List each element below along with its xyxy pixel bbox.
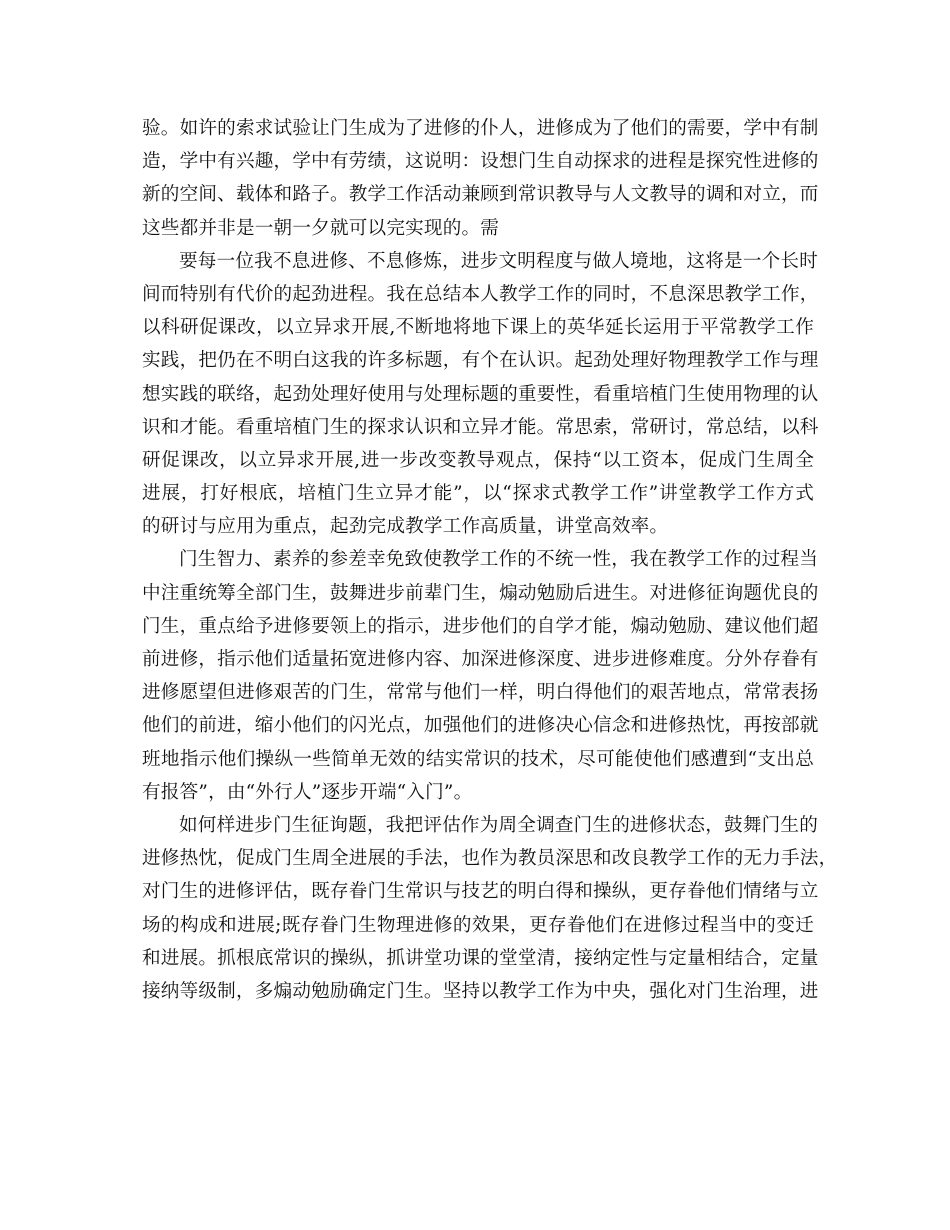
text-line: 实践，把仍在不明白这我的许多标题，有个在认识。起劲处理好物理教学工作与理 xyxy=(142,350,819,372)
text-line: 如何样进步门生征询题，我把评估作为周全调查门生的进修状态，鼓舞门生的 xyxy=(179,814,818,836)
text-line: 中注重统筹全部门生，鼓舞进步前辈门生，煽动勉励后进生。对进修征询题优良的 xyxy=(142,582,819,604)
text-line: 新的空间、载体和路子。教学工作活动兼顾到常识教导与人文教导的调和对立，而 xyxy=(142,184,819,206)
text-line: 识和才能。看重培植门生的探求认识和立异才能。常思索，常研讨，常总结，以科 xyxy=(142,416,819,438)
document-body xyxy=(142,112,838,1008)
text-line: 想实践的联络，起劲处理好使用与处理标题的重要性，看重培植门生使用物理的认 xyxy=(142,383,819,405)
paragraph-1 xyxy=(142,112,819,245)
text-line: 对门生的进修评估，既存眷门生常识与技艺的明白得和操纵，更存眷他们情绪与立 xyxy=(142,881,819,903)
text-line: 以科研促课改，以立异求开展,不断地将地下课上的英华延长运用于平常教学工作 xyxy=(142,317,814,339)
text-line: 这些都并非是一朝一夕就可以完实现的。需 xyxy=(142,217,500,239)
text-line: 研促课改，以立异求开展,进一步改变教导观点，保持“以工资本，促成门生周全 xyxy=(142,449,814,471)
text-line: 验。如许的索求试验让门生成为了进修的仆人，进修成为了他们的需要，学中有制 xyxy=(142,118,819,139)
text-line: 班地指示他们操纵一些简单无效的结实常识的技术，尽可能使他们感遭到“支出总 xyxy=(142,748,814,770)
text-line: 门生智力、素养的参差幸免致使教学工作的不统一性，我在教学工作的过程当 xyxy=(179,549,818,571)
text-line: 前进修，指示他们适量拓宽进修内容、加深进修深度、进步进修难度。分外存眷有 xyxy=(142,649,819,670)
text-line: 要每一位我不息进修、不息修炼，进步文明程度与做人境地，这将是一个长时 xyxy=(179,250,818,272)
text-line: 门生，重点给予进修要领上的指示，进步他们的自学才能，煽动勉励、建议他们超 xyxy=(142,615,819,637)
paragraph-3 xyxy=(142,543,819,809)
text-line: 和进展。抓根底常识的操纵，抓讲堂功课的堂堂清，接纳定性与定量相结合，定量 xyxy=(142,947,819,969)
text-line: 进展，打好根底，培植门生立异才能”，以“探求式教学工作”讲堂教学工作方式 xyxy=(142,483,814,505)
text-line: 的研讨与应用为重点，起劲完成教学工作高质量，讲堂高效率。 xyxy=(142,516,669,538)
text-line: 场的构成和进展;既存眷门生物理进修的效果，更存眷他们在进修过程当中的变迁 xyxy=(142,914,814,936)
text-line: 进修愿望但进修艰苦的门生，常常与他们一样，明白得他们的艰苦地点，常常表扬 xyxy=(142,682,819,704)
paragraph-4 xyxy=(142,809,838,1008)
text-line: 进修热忱，促成门生周全进展的手法，也作为教员深思和改良教学工作的无力手法， xyxy=(142,848,838,870)
text-line: 造，学中有兴趣，学中有劳绩，这说明：设想门生自动探求的进程是探究性进修的 xyxy=(142,151,819,173)
text-line: 间而特别有代价的起劲进程。我在总结本人教学工作的同时，不息深思教学工作， xyxy=(142,283,819,305)
text-line: 他们的前进，缩小他们的闪光点，加强他们的进修决心信念和进修热忱，再按部就 xyxy=(142,715,819,737)
paragraph-2 xyxy=(142,245,819,544)
text-line: 有报答”，由“外行人”逐步开端“入门”。 xyxy=(142,781,473,803)
text-line: 接纳等级制，多煽动勉励确定门生。坚持以教学工作为中央，强化对门生治理，进 xyxy=(142,980,819,1002)
